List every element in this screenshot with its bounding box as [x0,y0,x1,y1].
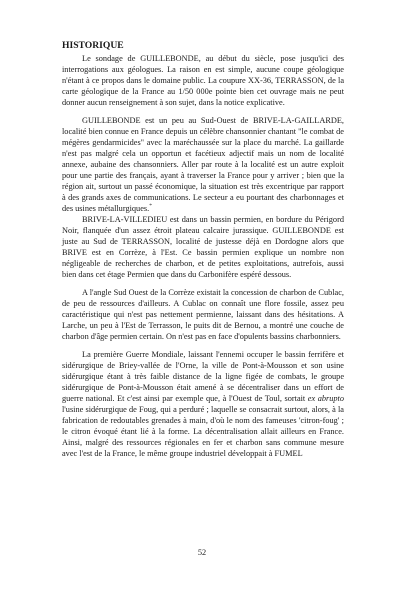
paragraph-guillebonde-sondage: Le sondage de GUILLEBONDE, au début du siècle, pose jusqu'ici des interrogations aux géologues. La raison en est simple, aucune coupe géologique n'étant à ce propos dans le domaine public. La coupure XX-36, TERRASSON, de la carte géologique de la France au 1/50 000e pointe bien cet ouvrage mais ne peut donner aucun renseignement à son sujet, dans la notice explicative. [62,54,344,108]
page-number: 52 [197,548,207,557]
footnote-mark: * [149,203,152,210]
paragraph-cublac: A l'angle Sud Ouest de la Corrèze existait la concession de charbon de Cublac, de peu de ressources d'ailleurs. A Cublac on connaît une flore fossile, assez peu caractéristique qui n'est pas nettement permienne, laissant dans des hésitations. A Larche, un peu à l'Est de Terrasson, le puits dit de Bernou, a montré une couche de charbon d'âge permien certain. On n'est pas en face d'opulents bassins charbonniers. [62,287,344,342]
page-body [62,40,344,459]
paragraph-text: GUILLEBONDE est un peu au Sud-Ouest de BRIVE-LA-GAILLARDE, localité bien connue en France depuis un célèbre chansonnier chantant "le combat de mégères gendarmicides" avec la maréchaussée sur la place du marché. La gaillarde n'est pas malgré cela un opportun et facétieux adjectif mais un nom de localité annexe, aubaine des chansonniers. Aller par route à la localité est un autre exploit pour une partie des français, ayant à traverser la France pour y arriver ; bien que la région ait, surtout un passé économique, la situation est très excentrique par rapport à des grands axes de communications. Le secteur a eu pourtant des charbonnages et des usines métallurgiques. [62,115,344,214]
paragraph-text-end: l'usine sidérurgique de Foug, qui a perduré ; laquelle se consacrait surtout, alors, à la fabrication de redoutables grenades à main, d'où le nom des fameuses 'citron-foug' ; le citron évoqué étant lié à la forme. La décentralisation allait ailleurs en France. Ainsi, malgré des ressources régionales en fer et charbon sans commune mesure avec l'est de la France, le même groupe industriel développait à FUMEL [62,404,344,459]
paragraph-premiere-guerre [62,349,344,459]
paragraph-bassin-permien: BRIVE-LA-VILLEDIEU est dans un bassin permien, en bordure du Périgord Noir, flanquée d'un assez étroit plateau calcaire jurassique. GUILLEBONDE est juste au Sud de TERRASSON, localité de justesse déjà en Dordogne alors que BRIVE est en Corrèze, à l'Est. Ce bassin permien explique un nombre non négligeable de recherches de charbon, et de petites exploitations, autrefois, aussi bien dans cet étage Permien que dans du Carbonifère espéré dessous. [62,215,344,280]
paragraph-text-start: La première Guerre Mondiale, laissant l'ennemi occuper le bassin ferrifère et sidérurgique de Briey-vallée de l'Orne, la ville de Pont-à-Mousson et son usine sidérurgique étant à très faible distance de la ligne figée de combats, le groupe sidérurgique de Pont-à-Mousson était amené à se décentraliser dans un effort de guerre national. Et c'est ainsi par exemple que, à l'Ouest de Toul, sortait [62,349,344,403]
section-heading: HISTORIQUE [62,40,124,51]
latin-phrase: ex abrupto [307,393,344,403]
paragraph-brive-la-gaillarde [62,115,344,214]
